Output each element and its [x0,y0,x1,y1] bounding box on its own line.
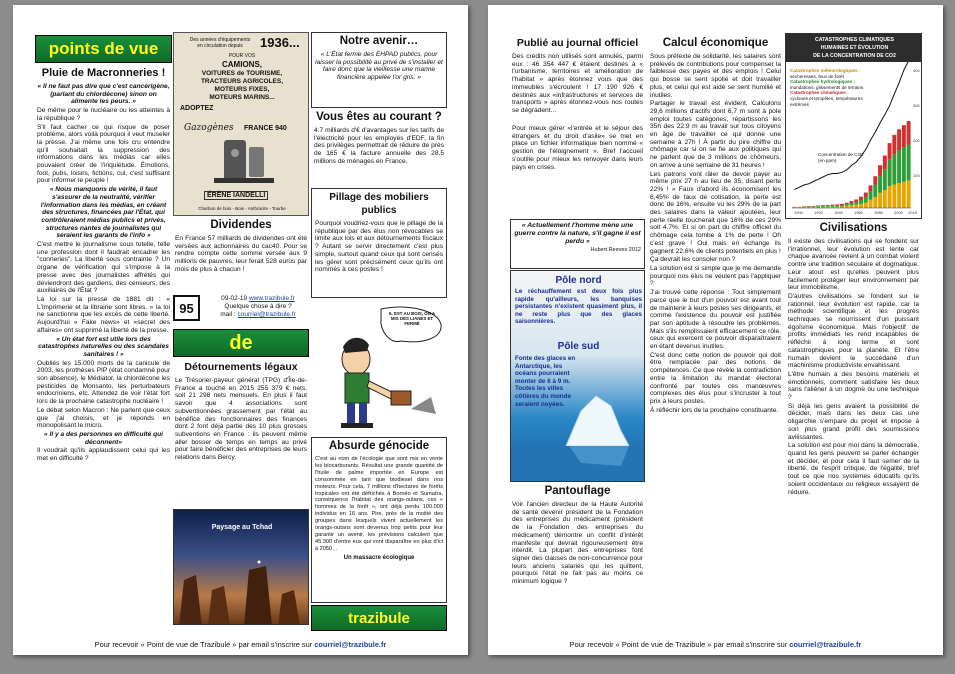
bar-1-1945 [835,206,839,207]
pluie-p2: S'il faut cacher ce qui risque de poser problème, alors voilà pourquoi il veut museler la presse. J'ai même une fois cru entendre qu'il souhaitait la suppression des informations dans les médias car elles pouvaient créer de l'inquiétude. Émotions, foot, pubs, loisirs, fictions, cul, c'est suffisant pour informer le peuple ! [37,123,170,185]
bar-1-2005 [892,154,896,184]
ad-line4: MOTEURS FIXES, [214,86,270,93]
bar-1-1950 [840,205,844,206]
ad-year: 1936... [260,35,300,50]
notre-avenir-text: « L'État ferme des EHPAD publics, pour laisser la possibilité au privé de s'installer et faire donc que la vieillesse une manne financière appelée l'or gris. » [315,51,443,82]
pluie-p0: « Il ne faut pas dire que c'est cancérigène, (parlant du chlordécone) sinon on alimente les peurs. » [37,83,170,106]
ad-line2: VOITURES de TOURISME, [201,70,283,77]
calcul-p6: C'est donc cette notion de pouvoir qui doit être remplacée par des notions de compétences. Ce que révèle la contradiction entre la limitation du mandat électoral confronté par toutes ces manœuvres complexes des élus pour s'incruster à tout prix à leurs postes. [650,351,781,405]
calcul-p1: Partager le travail est évident, Calculons 29,6 millions d'actifs dont 6,7 m sont à pole emploi toutes catégories, répartissons les 35h des 22.9 m au travail sur tous citoyens en âge de travailler ce qui donne une semaine à 27h ! À partir du pire chiffre du chômage car si on se fie aux politiques qui ne parlent que de 3 millions de chômeurs, on arrive à une semaine de 31 heures ! [650,100,781,169]
pluie-p6: « Un état fort est utile lors des catastrophes naturelles ou des scandales sanitaires ! » [38,335,169,358]
bar-1-1990 [878,176,882,193]
ad-adoptez: ADOPTEZ [180,105,214,112]
page2-footer [488,640,943,649]
bar-2-1995 [883,156,887,170]
ad-bottom: Charbon de bois - Bois - Anthracite - Tourbe [198,206,286,211]
bar-0-2010 [897,183,901,208]
bar-2-1955 [845,203,849,204]
masthead-title: points de vue [48,39,159,58]
masthead-de: de [229,331,253,354]
site-link[interactable]: www.trazibule.fr [248,295,295,302]
pole-nord-text: Le réchauffement est deux fois plus rapide qu'ailleurs, les banquises persistantes n'existent quasiment plus, il ne reste plus que des glaces saisonnières. [515,288,642,326]
gazogene-illustration [194,135,294,190]
article-pluie [35,65,172,625]
bar-0-1995 [883,190,887,208]
calcul-p7: À réfléchir lors de la prochaine constituante. [650,406,779,414]
chart-y-labels [913,68,922,208]
vous-etes-p0: 4.7 milliards d'€ d'avantages sur les tarifs de l'électricité pour les employés d'EDF, la fin des privilèges permettrait de réduire de près de 165 € la facture annuelle des 28,5 millions de ménages en France. [314,127,444,165]
bar-2-1965 [854,199,858,201]
reeves-quote: « Actuellement l'homme mène une guerre contre la nature, s'il gagne il est perdu » [514,222,641,245]
article-dividendes [173,217,309,293]
vous-etes-p1: Pour mieux gérer «l'entrée et le séjour des étrangers et du droit d'asile» se met en place un fichier informatique bien nommé « gestion de l'éloignement ». Bref l'accueil s'outille pour mieux les renvoyer dans leurs pays en crises. [512,125,643,171]
bar-1-1975 [864,197,868,203]
pluie-p10: Il voudrait qu'ils applaudissent celui qui les met en difficulté ? [37,447,170,463]
article-detournements-title: Détournements légaux [184,361,298,373]
x-tick-2018: 2018 [908,210,917,215]
chart-header [786,34,922,62]
iceberg-illustration [511,391,645,482]
bar-1-2000 [888,160,892,186]
masthead-banner-de [173,329,309,357]
pluie-p7: Oubliés les 15.000 morts de la canicule de 2003, les prothèses PIP (état condamné pour son absence), le Médiator, la chlordécone les pesticides de Monsanto, les perturbateurs endocriniens, etc. Attendez de voir l'état fort lors de la prochaine catastrophe nucléaire ! [37,359,170,406]
vintage-ad [173,32,309,216]
pole-sud-title: Pôle sud [557,341,600,352]
bar-1-1965 [854,202,858,205]
bar-0-2018 [907,180,911,208]
bar-0-2015 [902,182,906,208]
x-tick-1940: 1940 [834,210,843,215]
y-tick-300: 300 [913,103,920,108]
legend-clim-desc: cyclones et tempêtes, températures extrêmes [790,95,863,107]
climate-chart [785,33,922,219]
mail-label: mail : [220,311,236,318]
civilisations-p2: L'être humain a des besoins matériels et émotionnels, comment satisfaire les deux sans l'aliéner à un dogme ou une technique ? [788,370,919,402]
bar-1-1995 [883,169,887,190]
article-civilisations [785,220,922,632]
legend-co2-label: Concentration de CO2 [818,152,864,157]
issue-date: 09-02-19 [221,295,248,302]
x-tick-1900: 1900 [794,210,803,215]
cartoon-speech: IL EST AU BOIS, ON A MIS DES LIANES ET FERMÉ [388,311,436,326]
bar-1-2018 [907,145,911,181]
article-calcul [648,35,783,631]
ad-pour-vos: POUR VOS [228,53,256,59]
x-tick-1980: 1980 [874,210,883,215]
ad-top1: Des années d'équipements [189,37,251,43]
calcul-p5: J'ai trouvé cette réponse : Tout simplement parce que le but d'un pouvoir est avant tout de maintenir à leurs postes ses dirigeants, et comme l'existence du pouvoir est justifiée par son aptitude à résoudre les problèmes. Mais s'ils remplissaient efficacement ce rôle, ceux qui exercent ce pouvoir disparaîtraient en étant devenus inutiles. [650,289,781,351]
article-detournements [173,359,309,507]
bar-2-1940 [830,205,834,206]
ad-line3: TRACTEURS AGRICOLES, [200,78,284,85]
bar-1-1910 [802,207,806,208]
ad-line1: CAMIONS, [222,60,262,69]
chart-title-2: HUMAINES ET ÉVOLUTION [820,45,889,51]
article-pluie-title: Pluie de Macronneries ! [41,67,166,79]
civilisations-p3: Si déjà les gens avaient la possibilité de décider, mais dans les deux cas une oligarchie s'empare du projet et impose à son plus grand profit des soumissions avilissantes. [788,402,919,441]
footer-text-2: Pour recevoir « Point de vue de Trazibule » par email s'inscrire sur [569,640,790,649]
ad-top2: en circulation depuis [197,43,243,49]
bar-2-1935 [826,205,830,206]
bar-1-2015 [902,147,906,182]
bar-2-1945 [835,204,839,205]
bar-1-1925 [816,206,820,207]
issue-number: 95 [179,300,194,316]
chart-title-3: DE LA CONCENTRATION DE CO2 [813,53,896,59]
footer-email-2[interactable]: courriel@trazibule.fr [789,640,862,649]
bar-0-1975 [864,202,868,208]
x-tick-1920: 1920 [814,210,823,215]
bar-2-1975 [864,193,868,197]
bar-0-1980 [869,200,873,208]
bar-1-1960 [850,203,854,205]
pluie-p4: C'est mettre le journalisme sous tutelle, telle une profession dont il faudrait encadrer les "conneries". La liberté sous contrainte ? Un organe de vérification qui s'impose à la presse avec des journalistes affrétés qui deviendront des gardiens, des censeurs, des auxiliaires de l'État ? [37,241,170,295]
civilisations-p0: Il existe des civilisations qui se fondent sur l'irrationnel, leur évolution est lente car chaque avancée revient à un combat violent contre une tradition séculaire et dogmatique. Leur atout est qu'elles peuvent plus facilement protéger leur environnement par leur immobilisme. [788,238,919,292]
bar-1-1955 [845,204,849,206]
issue-tagline: Quelque chose à dire ? [224,303,292,310]
pole-nord-title: Pôle nord [555,275,602,286]
ad-line5: MOTEURS MARINS... [209,94,275,101]
issue-info [203,295,313,325]
legend-hydro: Catastrophes hydrologiques : [790,79,856,85]
bar-2-1950 [840,204,844,205]
bar-1-1935 [826,206,830,207]
masthead-name: trazibule [348,609,410,627]
bar-2-1930 [821,205,825,206]
y-tick-200: 200 [913,138,920,143]
bar-0-1990 [878,193,882,208]
pluie-p1: De même pour le nucléaire ou les atteintes à la république ? [37,107,170,122]
calcul-p3: Ça devrait les consoler non ? [650,256,736,264]
chart-plot [786,62,922,219]
ad-brand: Gazogènes [184,123,234,133]
bar-2-1920 [811,206,815,207]
article-dividendes-title: Dividendes [210,219,272,231]
ad-maker: ÉRÈNE IANDELLI [204,191,268,200]
article-pantouflage [510,483,645,631]
legend-co2-unit: (en ppm) [818,157,837,163]
pluie-p9: « Il y a des personnes en difficulté qui déconnent» [44,430,163,446]
publie-text: Des crédits non utilisés sont annulés, parmi eux : 46 354 447 € étaient destinés à « l'urbanisme, territoires et amélioration de l'habitat » après étonnez vous que des immeubles s'écroulent ! 17 190 926 € destinés aux «infrastructures et services de transports » après étonnez-vous nos routes se dégradent… [512,53,643,114]
article-pantouflage-title: Pantouflage [544,485,611,497]
bar-1-1920 [811,207,815,208]
footer-text: Pour recevoir « Point de vue de Trazibule » par email s'inscrire sur [94,640,315,649]
dividendes-text: En France 57 milliards de dividendes ont été versées aux actionnaires du cac40. Pour se rendre compte cette somme versée aux 9 millions de pauvres, leur ferait 528 euros par mois de plus à chacun ! [175,235,307,273]
rock-formations [174,560,309,625]
chad-landscape-photo [173,509,309,625]
article-pillage-box [311,188,447,298]
article-notre-avenir-title: Notre avenir… [339,35,419,47]
bar-2-1985 [873,176,877,184]
bar-2-1925 [816,206,820,207]
bar-2-2018 [907,121,911,144]
bar-0-1965 [854,205,858,208]
pole-sud-text: Fonte des glaces en Antarctique, les océans pourraient monter de 6 à 9 m. Toutes les villes côtières du monde seraient noyées. [515,355,576,408]
legend-clim: Catastrophes climatiques : [790,90,849,96]
poles-photo [510,270,645,482]
article-pillage-title: Pillage des mobiliers publics [329,192,429,216]
page1-footer [13,640,468,649]
bar-1-1915 [807,207,811,208]
bar-2-1970 [859,197,863,200]
bar-2-2005 [892,135,896,154]
article-absurde-title: Absurde génocide [328,440,430,452]
chart-title-1: CATASTROPHES CLIMATIQUES [815,37,894,43]
pluie-p3: « Nous manquons de vérité, il faut s'assurer de la neutralité, vérifier l'information dans les médias, en créant des structures, financées par l'État, qui contrôleraient médias publics et privés, structures nantes de journalistes qui seraient les garants de l'info » [40,186,167,240]
bar-1-1930 [821,206,825,207]
footer-email[interactable]: courriel@trazibule.fr [314,640,387,649]
masthead-banner-name [311,605,447,631]
bar-0-1960 [850,205,854,208]
newsletter-page-2 [488,5,943,655]
bar-2-2000 [888,143,892,160]
bar-2-1990 [878,165,882,176]
issue-number-box [173,295,200,321]
legend-hydro-desc: inondations, glissements de terrains [790,84,864,90]
calcul-p4: La solution est si simple que je me demande pourquoi nos élus ne veulent pas l'appliquer ? [650,264,781,288]
bar-2-2010 [897,129,901,150]
absurde-caption: Un massacre écologique [343,554,415,561]
chart-x-labels [786,210,922,218]
bar-0-2005 [892,185,896,208]
article-absurde-box [311,437,447,603]
article-publie-title: Publié au journal officiel [516,37,639,49]
bar-1-1970 [859,200,863,204]
bar-0-1985 [873,197,877,208]
absurde-text: C'est au nom de l'écologie que sont mis en vente les biocarburants. Résultat une grande quantité de l'huile de palme importée en Europe est consommée en tant que biodiesel dans nos moteurs. Pour cela, 7 millions d'hectares de forêts tropicales ont été défrichés à Bornéo et Sumatra, conséquence l'habitat des orangs-outans, ces « hommes de la forêt », ont déjà perdu 100.000 individus en 16 ans. Pire, près de la moitié des groupes dans lesquels vivent actuellement les orangs-outans sont devenus trop petits pour leur garantir un avenir, les prévisions calculent que 45.300 d'entre eux qui vont disparaître en plus d'ici à 2050… [315,456,443,552]
legend-meteo: Catastrophes météorologiques : [790,68,861,73]
bar-0-1955 [845,206,849,208]
bar-2-1980 [869,185,873,191]
bar-2-2015 [902,125,906,147]
y-tick-100: 100 [913,173,920,178]
bar-1-1940 [830,206,834,207]
y-tick-400: 400 [913,68,920,73]
gaston-cartoon [311,299,447,437]
bar-2-1915 [807,206,811,207]
reeves-quote-box [510,219,645,269]
pillage-text: Pourquoi voudriez-vous que le pillage de la république par des élus non révocables se limite aux lois et aux détournements fiscaux ? Autant se servir directement c'est plus simple, surtout quand ceux qui sont censés les gérer sont précisément ceux qu'ils ont nommés à ces postes ! [315,220,443,274]
x-tick-2000: 2000 [894,210,903,215]
bar-0-1970 [859,204,863,208]
x-tick-1960: 1960 [854,210,863,215]
bar-2-1960 [850,201,854,203]
chad-caption: Paysage au Tchad [211,524,273,531]
detournements-text: Le Trésorier-payeur général (TPG) d'Île-de-France a touché en 2015 255 379 € nets, soit 21 298 nets mensuels. En plus il faut savoir que 4 associations sont subventionnées grassement par l'état au bénéfice des fonctionnaires des finances dont 2 font déjà partie des 10 plus grosses subventions en France : ils peuvent même aller bosser de temps en temps au privé pour faire bénéficier des entreprises de leurs relations dans Bercy. [175,377,307,462]
reeves-author: Hubert Reeves 2012 [590,247,641,253]
calcul-p2: Les patrons vont râler de devoir payer au même prix 27 h au lieu de 35, disant perte 22% ! » Faux d'abord ils économisent les 6,45% de taux de cotisation, la perte est donc de 16%, ensuite vu les 29% de la part des salaires dans la valeur ajoutées, leur perte réelle toucherait que 16% de ces 29% soit 4.7%. Et si on part du chiffre officiel du chômage cela tombe à 1% de perte ! Oh c'est grave ! Oui mais en échange ils gagnent 22,6% de clients potentiels en plus ! [650,170,781,255]
pluie-p8: Le débat selon Macron : Ne parlent que ceux que j'ai choisis, et je réponds en monopolisant le micro. [37,406,170,430]
calcul-p0: Sous prétexte de solidarité, les salaires sont prélevés de contributions pour compenser la faiblesse des payes et des emplois ! Celui qui bosse se sent spolié et doit travailler plus, et celui qui est aidé se sent humilié et inutiles. [650,53,781,99]
civilisations-p1: D'autres civilisations se fondent sur le rationnel, leur évolution est rapide, car la méthode scientifique et les progrès techniques se nourrissent d'un puissant égoïsme économique. Mais l'objectif de profits immédiats les rend incapables de réfléchir à long terme et sont catastrophiques pour la planète. Et l'être humain devient le succédané d'un machinisme productiviste envahissant. [788,292,919,370]
legend-meteo-desc: sécheresses, feux de forêt [790,73,844,79]
civilisations-p4: La solution est pour moi dans la démocratie, quand les gens peuvent se parler échanger et décider, et pour cela il faut semer de la liberté, de l'esprit critique, de l'égalité, bref tout ce que nos systèmes éducatifs qu'ils soient occidentaux ou religieux essayent de réduire. [788,442,919,496]
article-vous-etes-title: Vous êtes au courant ? [316,111,442,123]
masthead-banner [35,35,172,63]
pantouflage-text: Voir l'ancien directeur de la Haute Autorité de santé devenir président de la Fondation des entreprises du médicament (président de la Fondation des entreprises du médicament) démontre un conflit d'intérêt manifeste qui devrait rigoureusement être interdit. La plupart des entreprises font signer des clauses de non-concurrence pour leurs anciens salariés qui les quittent, pourquoi l'état ne fait pas au moins ce minimum logique ? [512,501,643,586]
ad-model: FRANCE 940 [244,125,287,132]
mail-link[interactable]: courriel@trazibule.fr [237,311,296,318]
newsletter-page-1 [13,5,468,655]
vous-etes-continued [510,125,645,225]
pluie-p5: La loi sur la presse de 1881 dit : « L'imprimerie et la librairie sont libres. » la loi ne sanctionne que les excès de cette liberté. Aujourd'hui « Fake news» et «secret des affaires» ont supprimé la liberté de la presse. [37,295,170,334]
bar-1-1980 [869,191,873,199]
bar-0-2000 [888,186,892,208]
bar-1-2010 [897,150,901,183]
article-notre-avenir-box [311,32,447,108]
article-vous-etes [311,109,447,189]
article-civilisations-title: Civilisations [819,222,888,234]
article-calcul-title: Calcul économique [662,37,769,49]
bar-1-1985 [873,185,877,197]
